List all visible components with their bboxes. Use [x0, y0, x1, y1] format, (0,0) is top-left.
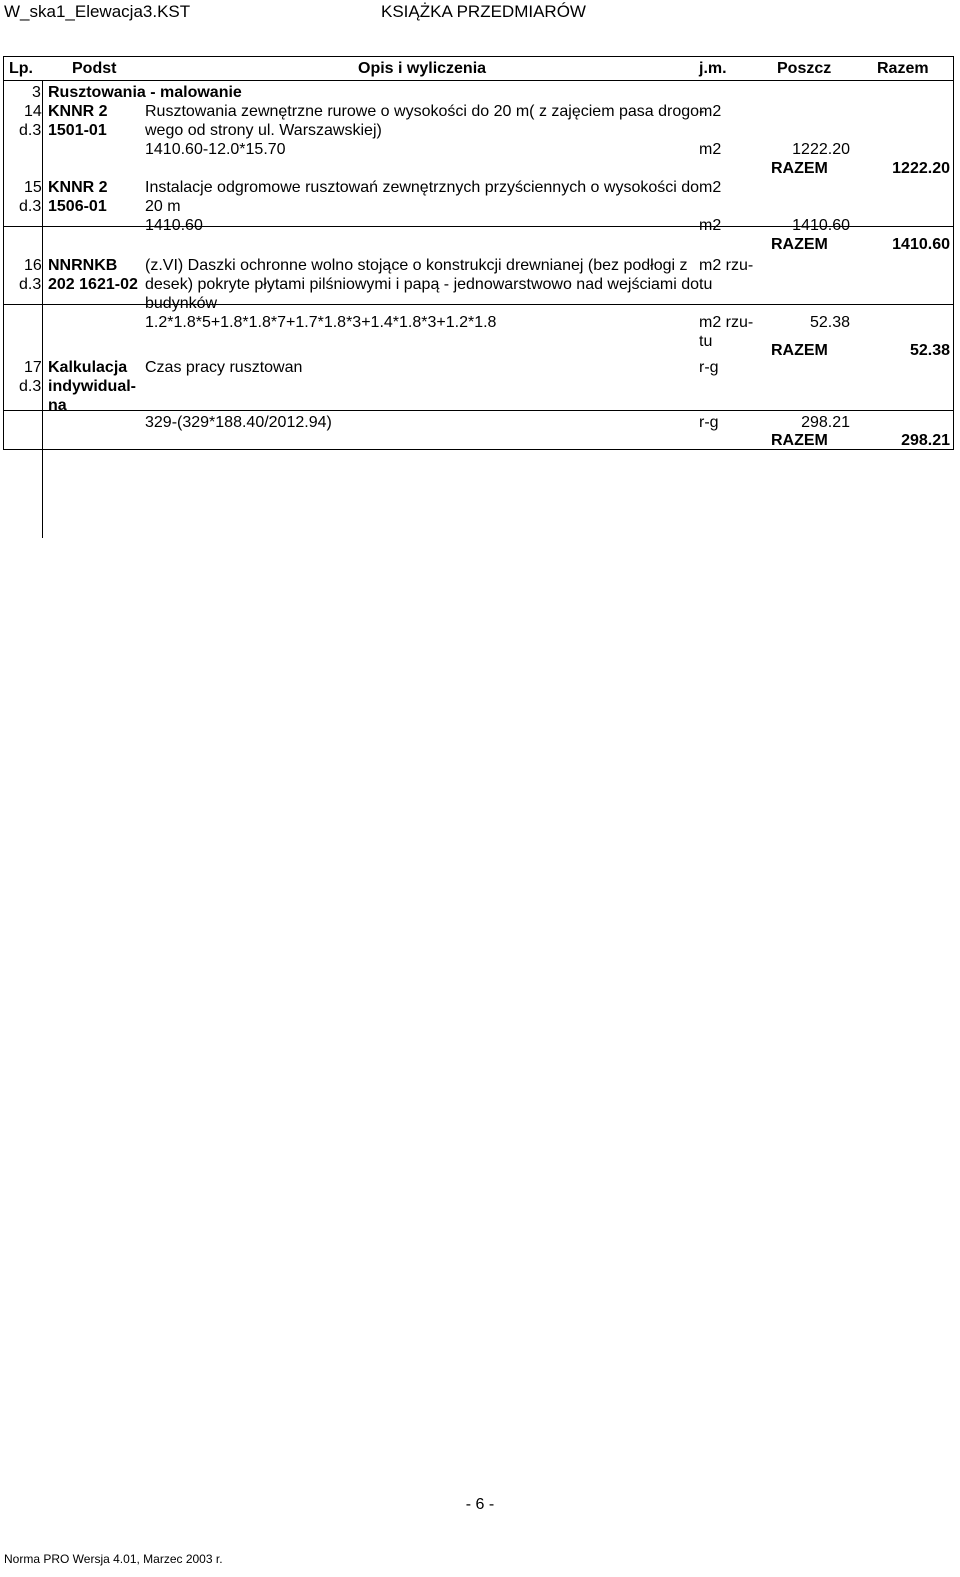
item-description: 20 m [145, 198, 181, 215]
item-calc-unit: m2 rzu- [699, 314, 754, 331]
item-calc-value: 1222.20 [792, 141, 850, 158]
item-calc-unit: m2 [699, 217, 722, 234]
item-lp: 16 [24, 257, 42, 274]
item-lp-dept: d.3 [19, 122, 42, 139]
item-lp: 14 [24, 103, 42, 120]
section-number: 3 [32, 84, 41, 101]
item-razem-value: 1410.60 [892, 236, 950, 253]
item-podst-code: 1501-01 [48, 122, 107, 139]
item-podst-code-cont: na [48, 397, 67, 414]
col-divider [42, 168, 43, 538]
table-border-top [3, 56, 954, 57]
item-unit: m2 [699, 179, 722, 196]
item-podst: Kalkulacja [48, 359, 128, 376]
item-podst: NNRNKB [48, 257, 118, 274]
item-description: budynków [145, 295, 218, 312]
item-lp-dept: d.3 [19, 276, 42, 293]
item-description: Czas pracy rusztowan [145, 359, 303, 376]
item-razem-label: RAZEM [771, 160, 828, 177]
item-calculation: 329-(329*188.40/2012.94) [145, 414, 332, 431]
header-separator [3, 80, 954, 81]
item-unit-cont: tu [699, 276, 713, 293]
item-podst-code: indywidual- [48, 378, 136, 395]
table-border-right [953, 56, 954, 450]
item-calculation: 1410.60-12.0*15.70 [145, 141, 286, 158]
item-razem-value: 52.38 [909, 342, 950, 359]
item-podst-code: 202 1621-02 [48, 276, 138, 293]
item-lp-dept: d.3 [19, 198, 42, 215]
col-header-lp: Lp. [9, 60, 33, 77]
item-podst-code: 1506-01 [48, 198, 107, 215]
item-lp: 15 [24, 179, 42, 196]
item-calc-value: 1410.60 [792, 217, 850, 234]
table-border-left [3, 56, 4, 450]
item-calc-value: 52.38 [809, 314, 850, 331]
item-calc-value: 298.21 [801, 414, 850, 431]
item-unit: m2 rzu- [699, 257, 754, 274]
header-filename: W_ska1_Elewacja3.KST [4, 2, 191, 21]
col-header-opis: Opis i wyliczenia [358, 60, 487, 77]
item-razem-value: 1222.20 [892, 160, 950, 177]
item-unit: m2 [699, 103, 722, 120]
item-description: Instalacje odgromowe rusztowań zewnętrznych przyściennych o wysokości do [145, 179, 700, 196]
item-razem-value: 298.21 [901, 432, 950, 449]
col-header-jm: j.m. [699, 60, 727, 77]
item-description: Rusztowania zewnętrzne rurowe o wysokości do 20 m( z zajęciem pasa drogo- [145, 103, 705, 120]
item-podst: KNNR 2 [48, 179, 108, 196]
header-book-title: KSIĄŻKA PRZEDMIARÓW [381, 2, 586, 21]
item-razem-label: RAZEM [771, 342, 828, 359]
section-title: Rusztowania - malowanie [48, 84, 242, 101]
item-calc-unit-cont: tu [699, 333, 713, 350]
item-description: wego od strony ul. Warszawskiej) [145, 122, 382, 139]
col-header-razem: Razem [877, 60, 929, 77]
item-lp-dept: d.3 [19, 378, 42, 395]
item-calculation: 1.2*1.8*5+1.8*1.8*7+1.7*1.8*3+1.4*1.8*3+1.2*1.8 [145, 314, 497, 331]
page-number: - 6 - [465, 1496, 495, 1513]
row-separator [3, 410, 954, 411]
item-description: desek) pokryte płytami pilśniowymi i papą - jednowarstwowo nad wejściami do [145, 276, 700, 293]
item-razem-label: RAZEM [771, 432, 828, 449]
col-header-podst: Podst [72, 60, 117, 77]
item-unit: r-g [699, 359, 719, 376]
item-podst: KNNR 2 [48, 103, 108, 120]
col-header-poszcz: Poszcz [777, 60, 832, 77]
item-calc-unit: m2 [699, 141, 722, 158]
software-version: Norma PRO Wersja 4.01, Marzec 2003 r. [4, 1552, 223, 1566]
item-razem-label: RAZEM [771, 236, 828, 253]
item-lp: 17 [24, 359, 42, 376]
item-calc-unit: r-g [699, 414, 719, 431]
item-calculation: 1410.60 [145, 217, 203, 234]
item-description: (z.VI) Daszki ochronne wolno stojące o konstrukcji drewnianej (bez podłogi z [145, 257, 688, 274]
